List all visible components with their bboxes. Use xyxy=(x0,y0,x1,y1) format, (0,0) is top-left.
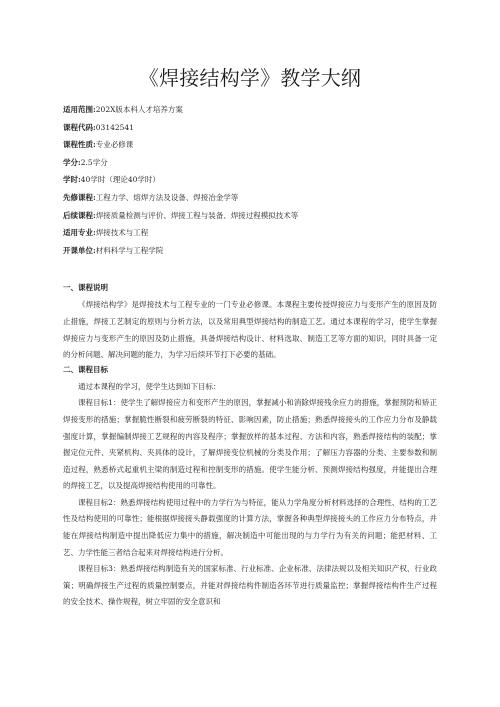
section-course-objectives xyxy=(63,365,437,611)
meta-row-unit xyxy=(63,246,437,255)
meta-row-code xyxy=(63,123,437,132)
meta-label: 学时: xyxy=(63,175,81,185)
meta-row-hours xyxy=(63,175,437,184)
meta-label: 后续课程: xyxy=(63,210,96,220)
paragraph: 课程目标3：熟悉焊接结构制造有关的国家标准、行业标准、企业标准、法律法规以及相关知识产权、行业政策；明确焊接生产过程的质量控制要点，并能对焊接结构件制造各环节进行质量监控；掌握焊接结构件生产过程的安全技术、操作规程，树立牢固的安全意识和 xyxy=(63,564,437,607)
spacer xyxy=(63,263,437,283)
meta-row-prerequisites xyxy=(63,193,437,202)
meta-value: 40学时（理论40学时） xyxy=(80,175,160,185)
meta-label: 适用范围: xyxy=(63,105,96,114)
meta-value: 专业必修课 xyxy=(95,140,134,150)
meta-value: 工程力学、熔焊方法及设备、焊接冶金学等 xyxy=(95,192,239,202)
meta-row-followup xyxy=(63,211,437,220)
meta-label: 开课单位: xyxy=(63,245,96,255)
meta-label: 学分: xyxy=(63,157,81,167)
section-heading: 二、课程目标 xyxy=(63,364,108,374)
meta-label: 课程性质: xyxy=(63,140,96,150)
meta-value: 202X版本科人才培养方案 xyxy=(95,105,183,114)
meta-value: 焊接质量检测与评价、焊接工程与装备、焊接过程模拟技术等 xyxy=(95,210,299,220)
meta-row-nature xyxy=(63,140,437,149)
section-course-description xyxy=(63,283,437,363)
paragraph: 《焊接结构学》是焊接技术与工程专业的一门专业必修课。本课程主要传授焊接应力与变形产生的原因及防止措施，焊接工艺制定的原则与分析方法，以及常用典型焊接结构的制造工艺。通过本课程的学习，使学生掌握焊接应力与变形产生的原因及防止措施，具备焊接结构设计、材料选取、制造工艺等方面的知识，同时具备一定的分析问题、解决问题的能力，为学习后续环节打下必要的基础。 xyxy=(63,300,437,360)
document-title: 《焊接结构学》教学大纲 xyxy=(138,66,362,90)
section-heading: 一、课程说明 xyxy=(63,283,108,293)
meta-value: 2.5学分 xyxy=(80,157,108,167)
meta-row-credits xyxy=(63,158,437,167)
meta-value: 03142541 xyxy=(95,122,134,132)
meta-label: 适用专业: xyxy=(63,228,96,238)
meta-value: 材料科学与工程学院 xyxy=(95,245,164,255)
meta-value: 焊接技术与工程 xyxy=(95,228,149,238)
paragraph: 通过本课程的学习，使学生达到如下目标： xyxy=(78,381,221,391)
meta-label: 课程代码: xyxy=(63,122,96,132)
meta-row-major xyxy=(63,228,437,237)
meta-row-scope xyxy=(63,105,437,114)
meta-block xyxy=(63,105,437,255)
meta-label: 先修课程: xyxy=(63,192,96,202)
paragraph: 课程目标2：熟悉焊接结构使用过程中的力学行为与特征，能从力学角度分析材料选择的合理性、结构的工艺性及结构使用的可靠性；能根据焊接接头静载强度的计算方法，掌握各种典型焊接接头的工作应力分布特点，并能在焊接结构制造中提出降低应力集中的措施，解决制造中可能出现的与力学行为有关的问题；能把材料、工艺、力学性能三者结合起来对焊接结构进行分析。 xyxy=(63,497,437,557)
paragraph: 课程目标1：使学生了解焊接应力和变形产生的原因，掌握减小和消除焊接残余应力的措施，掌握预防和矫正焊接变形的措施；掌握脆性断裂和疲劳断裂的特征、影响因素，防止措施；熟悉焊接接头的工作应力分布及静载强度计算，掌握编制焊接工艺规程的内容及程序；掌握放样的基本过程、方法和内容，熟悉焊接结构的装配；掌握定位元件、夹紧机构、夹具体的设计，了解焊接变位机械的分类及作用；了解压力容器的分类、主要参数和制造过程，熟悉桥式起重机主梁的制造过程和控制变形的措施。使学生能分析、预测焊接结构强度，并能提出合理的焊接工艺，以及提高焊接结构使用的可靠性。 xyxy=(63,398,437,491)
